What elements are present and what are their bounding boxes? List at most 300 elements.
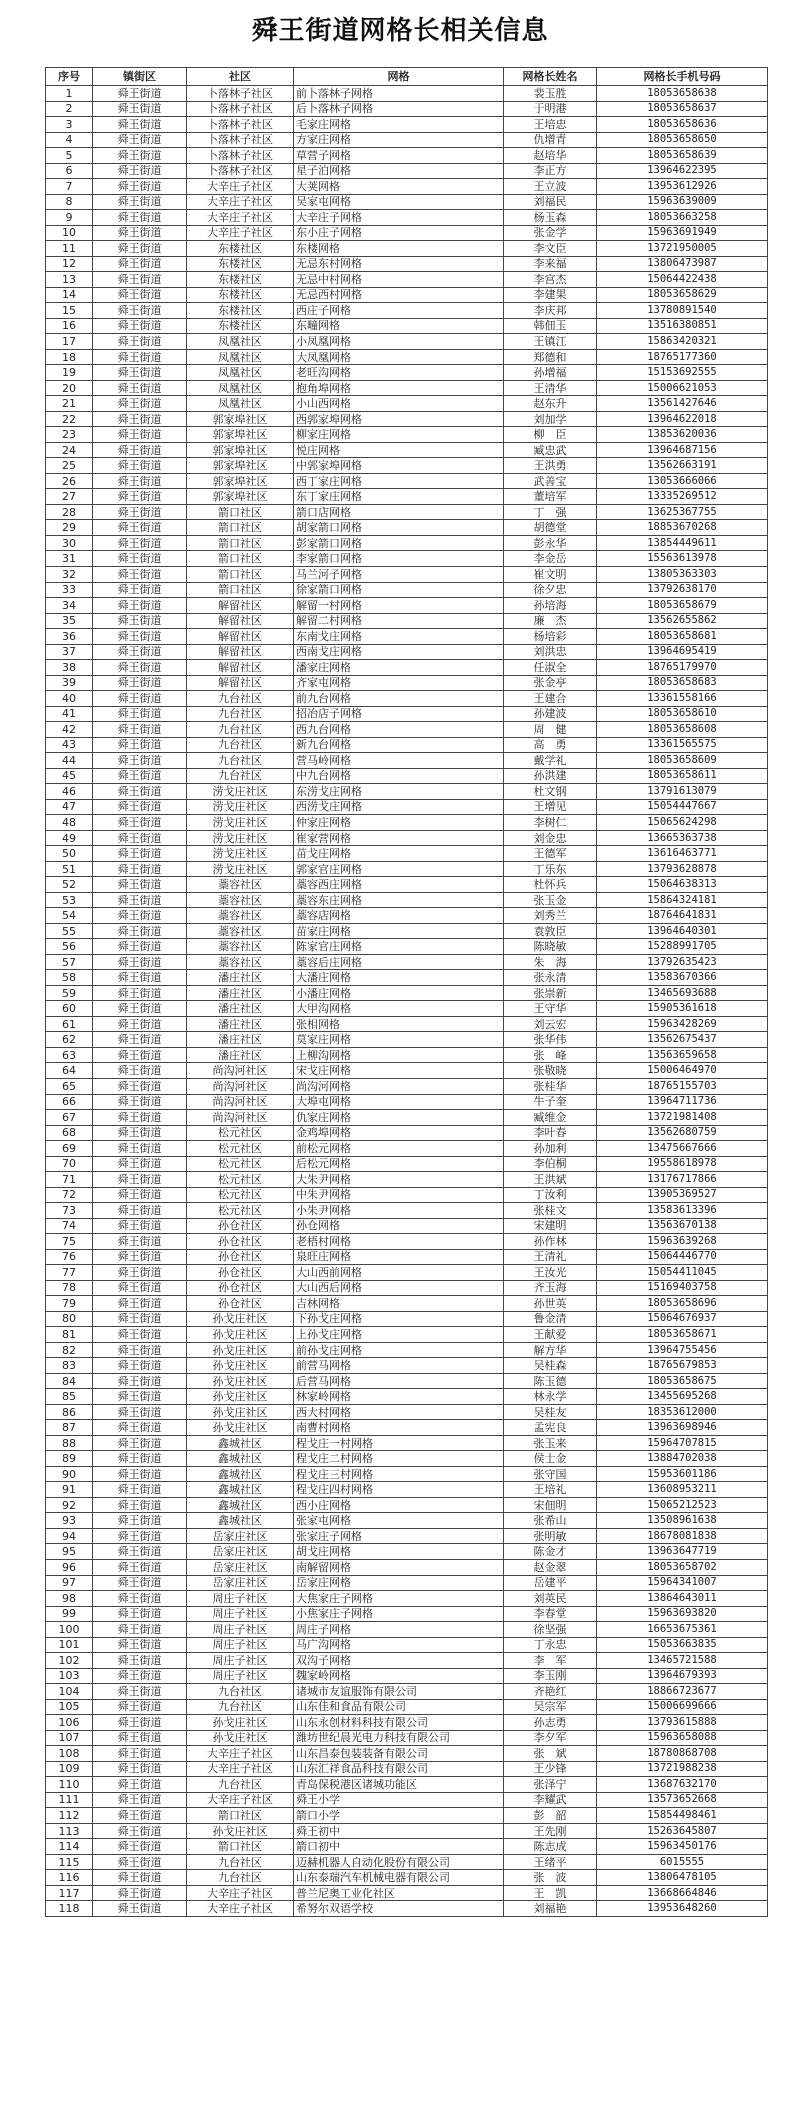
leader-name-cell: 张崇新 [504, 985, 597, 1001]
grid-cell: 大甲沟网格 [294, 1001, 504, 1017]
leader-phone-cell: 13963698946 [597, 1420, 768, 1436]
street-cell: 舜王街道 [93, 1901, 187, 1917]
community-cell: 箭口社区 [187, 582, 294, 598]
grid-cell: 招冶店子网格 [294, 706, 504, 722]
leader-name-cell: 仇增青 [504, 132, 597, 148]
leader-phone-cell: 18765179970 [597, 660, 768, 676]
header-serial: 序号 [46, 68, 93, 86]
grid-cell: 孙仓网格 [294, 1218, 504, 1234]
street-cell: 舜王街道 [93, 1110, 187, 1126]
leader-phone-cell: 13964711736 [597, 1094, 768, 1110]
leader-phone-cell: 15153692555 [597, 365, 768, 381]
serial-cell: 111 [46, 1792, 93, 1808]
table-row [46, 753, 768, 769]
table-row [46, 210, 768, 226]
leader-name-cell: 解方华 [504, 1342, 597, 1358]
leader-phone-cell: 15064422438 [597, 272, 768, 288]
table-row [46, 706, 768, 722]
leader-phone-cell: 13791613079 [597, 784, 768, 800]
serial-cell: 32 [46, 566, 93, 582]
street-cell: 舜王街道 [93, 1265, 187, 1281]
leader-name-cell: 王建合 [504, 691, 597, 707]
serial-cell: 5 [46, 148, 93, 164]
serial-cell: 74 [46, 1218, 93, 1234]
community-cell: 潘庄社区 [187, 970, 294, 986]
leader-name-cell: 张敬晓 [504, 1063, 597, 1079]
serial-cell: 42 [46, 722, 93, 738]
table-row [46, 846, 768, 862]
street-cell: 舜王街道 [93, 442, 187, 458]
community-cell: 九台社区 [187, 1870, 294, 1886]
table-row [46, 1668, 768, 1684]
community-cell: 卜落林子社区 [187, 148, 294, 164]
leader-phone-cell: 15964341007 [597, 1575, 768, 1591]
leader-phone-cell: 15006699666 [597, 1699, 768, 1715]
leader-phone-cell: 13793615888 [597, 1715, 768, 1731]
grid-cell: 星子泊网格 [294, 163, 504, 179]
table-row [46, 1854, 768, 1870]
table-row [46, 241, 768, 257]
community-cell: 周庄子社区 [187, 1637, 294, 1653]
street-cell: 舜王街道 [93, 1823, 187, 1839]
grid-cell: 箭口初中 [294, 1839, 504, 1855]
community-cell: 孙戈庄社区 [187, 1715, 294, 1731]
community-cell: 岳家庄社区 [187, 1544, 294, 1560]
leader-phone-cell: 18053658679 [597, 598, 768, 614]
community-cell: 九台社区 [187, 737, 294, 753]
serial-cell: 31 [46, 551, 93, 567]
grid-cell: 解留二村网格 [294, 613, 504, 629]
leader-phone-cell: 13805363303 [597, 566, 768, 582]
serial-cell: 62 [46, 1032, 93, 1048]
leader-name-cell: 张 斌 [504, 1746, 597, 1762]
street-cell: 舜王街道 [93, 1016, 187, 1032]
table-row [46, 799, 768, 815]
street-cell: 舜王街道 [93, 520, 187, 536]
leader-name-cell: 孙作林 [504, 1234, 597, 1250]
table-row [46, 1265, 768, 1281]
leader-name-cell: 王绪平 [504, 1854, 597, 1870]
table-row [46, 504, 768, 520]
community-cell: 涝戈庄社区 [187, 846, 294, 862]
table-row [46, 1466, 768, 1482]
leader-phone-cell: 15563613978 [597, 551, 768, 567]
table-row [46, 1761, 768, 1777]
table-row [46, 380, 768, 396]
serial-cell: 109 [46, 1761, 93, 1777]
leader-phone-cell: 13465693688 [597, 985, 768, 1001]
serial-cell: 89 [46, 1451, 93, 1467]
leader-phone-cell: 19558618978 [597, 1156, 768, 1172]
serial-cell: 113 [46, 1823, 93, 1839]
community-cell: 孙仓社区 [187, 1218, 294, 1234]
leader-phone-cell: 18053658638 [597, 86, 768, 102]
street-cell: 舜王街道 [93, 535, 187, 551]
serial-cell: 105 [46, 1699, 93, 1715]
header-leader-phone: 网格长手机号码 [597, 68, 768, 86]
table-row [46, 1327, 768, 1343]
community-cell: 鑫城社区 [187, 1466, 294, 1482]
grid-cell: 后卜落林子网格 [294, 101, 504, 117]
community-cell: 潘庄社区 [187, 1016, 294, 1032]
community-cell: 凤凰社区 [187, 365, 294, 381]
leader-name-cell: 徐夕忠 [504, 582, 597, 598]
leader-phone-cell: 18053658610 [597, 706, 768, 722]
leader-phone-cell: 13905369527 [597, 1187, 768, 1203]
table-row [46, 334, 768, 350]
street-cell: 舜王街道 [93, 660, 187, 676]
serial-cell: 7 [46, 179, 93, 195]
street-cell: 舜王街道 [93, 892, 187, 908]
street-cell: 舜王街道 [93, 737, 187, 753]
grid-cell: 崔家营网格 [294, 830, 504, 846]
serial-cell: 69 [46, 1141, 93, 1157]
street-cell: 舜王街道 [93, 1172, 187, 1188]
street-cell: 舜王街道 [93, 458, 187, 474]
street-cell: 舜王街道 [93, 691, 187, 707]
leader-phone-cell: 13562680759 [597, 1125, 768, 1141]
street-cell: 舜王街道 [93, 1622, 187, 1638]
serial-cell: 54 [46, 908, 93, 924]
leader-name-cell: 王镇江 [504, 334, 597, 350]
street-cell: 舜王街道 [93, 1715, 187, 1731]
street-cell: 舜王街道 [93, 706, 187, 722]
leader-name-cell: 李伯桐 [504, 1156, 597, 1172]
leader-name-cell: 丁永忠 [504, 1637, 597, 1653]
leader-name-cell: 李玉刚 [504, 1668, 597, 1684]
street-cell: 舜王街道 [93, 1591, 187, 1607]
serial-cell: 116 [46, 1870, 93, 1886]
leader-phone-cell: 18053658609 [597, 753, 768, 769]
street-cell: 舜王街道 [93, 985, 187, 1001]
serial-cell: 26 [46, 473, 93, 489]
street-cell: 舜王街道 [93, 861, 187, 877]
table-row [46, 939, 768, 955]
street-cell: 舜王街道 [93, 1435, 187, 1451]
street-cell: 舜王街道 [93, 753, 187, 769]
street-cell: 舜王街道 [93, 1575, 187, 1591]
community-cell: 九台社区 [187, 722, 294, 738]
leader-name-cell: 李耀武 [504, 1792, 597, 1808]
table-row [46, 660, 768, 676]
community-cell: 松元社区 [187, 1172, 294, 1188]
table-row [46, 1559, 768, 1575]
street-cell: 舜王街道 [93, 1637, 187, 1653]
table-row [46, 194, 768, 210]
serial-cell: 61 [46, 1016, 93, 1032]
serial-cell: 20 [46, 380, 93, 396]
leader-phone-cell: 13361565575 [597, 737, 768, 753]
serial-cell: 112 [46, 1808, 93, 1824]
street-cell: 舜王街道 [93, 1885, 187, 1901]
leader-phone-cell: 13465721588 [597, 1653, 768, 1669]
grid-cell: 李家箭口网格 [294, 551, 504, 567]
header-street: 镇街区 [93, 68, 187, 86]
serial-cell: 52 [46, 877, 93, 893]
street-cell: 舜王街道 [93, 380, 187, 396]
street-cell: 舜王街道 [93, 194, 187, 210]
table-row [46, 1001, 768, 1017]
community-cell: 大辛庄子社区 [187, 1792, 294, 1808]
street-cell: 舜王街道 [93, 349, 187, 365]
serial-cell: 96 [46, 1559, 93, 1575]
leader-name-cell: 孙建波 [504, 706, 597, 722]
table-row [46, 1079, 768, 1095]
table-row [46, 1870, 768, 1886]
grid-cell: 苗家庄网格 [294, 923, 504, 939]
street-cell: 舜王街道 [93, 225, 187, 241]
community-cell: 解留社区 [187, 598, 294, 614]
leader-name-cell: 于明港 [504, 101, 597, 117]
table-row [46, 489, 768, 505]
community-cell: 潘庄社区 [187, 1001, 294, 1017]
leader-name-cell: 牛子奎 [504, 1094, 597, 1110]
street-cell: 舜王街道 [93, 598, 187, 614]
street-cell: 舜王街道 [93, 1544, 187, 1560]
serial-cell: 103 [46, 1668, 93, 1684]
street-cell: 舜王街道 [93, 908, 187, 924]
table-row [46, 737, 768, 753]
street-cell: 舜王街道 [93, 1094, 187, 1110]
serial-cell: 115 [46, 1854, 93, 1870]
community-cell: 孙戈庄社区 [187, 1327, 294, 1343]
community-cell: 藁容社区 [187, 892, 294, 908]
street-cell: 舜王街道 [93, 1761, 187, 1777]
community-cell: 大辛庄子社区 [187, 1885, 294, 1901]
street-cell: 舜王街道 [93, 629, 187, 645]
table-row [46, 1063, 768, 1079]
leader-name-cell: 宋佃明 [504, 1497, 597, 1513]
table-row [46, 861, 768, 877]
table-row [46, 1141, 768, 1157]
serial-cell: 57 [46, 954, 93, 970]
leader-name-cell: 王立波 [504, 179, 597, 195]
grid-cell: 大山西前网格 [294, 1265, 504, 1281]
leader-name-cell: 侯士金 [504, 1451, 597, 1467]
serial-cell: 72 [46, 1187, 93, 1203]
serial-cell: 51 [46, 861, 93, 877]
street-cell: 舜王街道 [93, 1730, 187, 1746]
table-row [46, 1715, 768, 1731]
table-row [46, 908, 768, 924]
leader-phone-cell: 13335269512 [597, 489, 768, 505]
serial-cell: 38 [46, 660, 93, 676]
leader-name-cell: 张桂华 [504, 1079, 597, 1095]
serial-cell: 100 [46, 1622, 93, 1638]
table-row [46, 1544, 768, 1560]
table-header-row [46, 68, 768, 86]
table-row [46, 830, 768, 846]
community-cell: 卜落林子社区 [187, 117, 294, 133]
table-row [46, 1047, 768, 1063]
street-cell: 舜王街道 [93, 1497, 187, 1513]
leader-name-cell: 张守国 [504, 1466, 597, 1482]
grid-cell: 山东佳和食品有限公司 [294, 1699, 504, 1715]
serial-cell: 4 [46, 132, 93, 148]
serial-cell: 99 [46, 1606, 93, 1622]
street-cell: 舜王街道 [93, 287, 187, 303]
leader-phone-cell: 13721988238 [597, 1761, 768, 1777]
community-cell: 郭家埠社区 [187, 473, 294, 489]
serial-cell: 106 [46, 1715, 93, 1731]
leader-name-cell: 王培忠 [504, 117, 597, 133]
serial-cell: 67 [46, 1110, 93, 1126]
leader-name-cell: 王汝光 [504, 1265, 597, 1281]
grid-cell: 藁容东庄网格 [294, 892, 504, 908]
community-cell: 大辛庄子社区 [187, 210, 294, 226]
community-cell: 孙戈庄社区 [187, 1373, 294, 1389]
page-title: 舜王街道网格长相关信息 [251, 16, 549, 46]
street-cell: 舜王街道 [93, 768, 187, 784]
leader-name-cell: 徐坚强 [504, 1622, 597, 1638]
serial-cell: 39 [46, 675, 93, 691]
serial-cell: 93 [46, 1513, 93, 1529]
leader-phone-cell: 13854449611 [597, 535, 768, 551]
street-cell: 舜王街道 [93, 1218, 187, 1234]
community-cell: 解留社区 [187, 629, 294, 645]
street-cell: 舜王街道 [93, 877, 187, 893]
grid-cell: 小朱尹网格 [294, 1203, 504, 1219]
leader-name-cell: 陈玉德 [504, 1373, 597, 1389]
community-cell: 大辛庄子社区 [187, 225, 294, 241]
leader-name-cell: 吴宗军 [504, 1699, 597, 1715]
grid-cell: 潘家庄网格 [294, 660, 504, 676]
community-cell: 藁容社区 [187, 908, 294, 924]
grid-cell: 东涝戈庄网格 [294, 784, 504, 800]
leader-phone-cell: 18764641831 [597, 908, 768, 924]
serial-cell: 102 [46, 1653, 93, 1669]
grid-cell: 东小庄子网格 [294, 225, 504, 241]
table-row [46, 535, 768, 551]
street-cell: 舜王街道 [93, 411, 187, 427]
leader-phone-cell: 13668664846 [597, 1885, 768, 1901]
leader-name-cell: 王增见 [504, 799, 597, 815]
leader-phone-cell: 13792635423 [597, 954, 768, 970]
serial-cell: 22 [46, 411, 93, 427]
grid-cell: 程戈庄二村网格 [294, 1451, 504, 1467]
leader-name-cell: 李宫杰 [504, 272, 597, 288]
serial-cell: 25 [46, 458, 93, 474]
grid-cell: 箭口小学 [294, 1808, 504, 1824]
street-cell: 舜王街道 [93, 210, 187, 226]
leader-phone-cell: 15854498461 [597, 1808, 768, 1824]
leader-name-cell: 李金岳 [504, 551, 597, 567]
street-cell: 舜王街道 [93, 566, 187, 582]
street-cell: 舜王街道 [93, 272, 187, 288]
table-row [46, 1358, 768, 1374]
table-row [46, 427, 768, 443]
table-row [46, 520, 768, 536]
serial-cell: 14 [46, 287, 93, 303]
leader-name-cell: 孟宪良 [504, 1420, 597, 1436]
leader-name-cell: 张玉来 [504, 1435, 597, 1451]
serial-cell: 107 [46, 1730, 93, 1746]
leader-phone-cell: 15953601186 [597, 1466, 768, 1482]
grid-cell: 大潘庄网格 [294, 970, 504, 986]
leader-phone-cell: 15053663835 [597, 1637, 768, 1653]
leader-phone-cell: 13963647719 [597, 1544, 768, 1560]
leader-phone-cell: 15065624298 [597, 815, 768, 831]
leader-phone-cell: 18853670268 [597, 520, 768, 536]
serial-cell: 88 [46, 1435, 93, 1451]
community-cell: 九台社区 [187, 768, 294, 784]
grid-cell: 程戈庄三村网格 [294, 1466, 504, 1482]
leader-name-cell: 臧忠武 [504, 442, 597, 458]
street-cell: 舜王街道 [93, 318, 187, 334]
community-cell: 涝戈庄社区 [187, 830, 294, 846]
street-cell: 舜王街道 [93, 1327, 187, 1343]
serial-cell: 43 [46, 737, 93, 753]
street-cell: 舜王街道 [93, 163, 187, 179]
leader-phone-cell: 13508961638 [597, 1513, 768, 1529]
serial-cell: 118 [46, 1901, 93, 1917]
table-row [46, 256, 768, 272]
leader-name-cell: 刘英民 [504, 1591, 597, 1607]
table-row [46, 598, 768, 614]
serial-cell: 13 [46, 272, 93, 288]
leader-phone-cell: 15905361618 [597, 1001, 768, 1017]
table-row [46, 1777, 768, 1793]
street-cell: 舜王街道 [93, 1559, 187, 1575]
leader-phone-cell: 15064446770 [597, 1249, 768, 1265]
community-cell: 凤凰社区 [187, 380, 294, 396]
table-row [46, 1528, 768, 1544]
leader-name-cell: 刘秀兰 [504, 908, 597, 924]
leader-name-cell: 李正方 [504, 163, 597, 179]
street-cell: 舜王街道 [93, 799, 187, 815]
grid-cell: 方家庄网格 [294, 132, 504, 148]
serial-cell: 45 [46, 768, 93, 784]
street-cell: 舜王街道 [93, 923, 187, 939]
community-cell: 东楼社区 [187, 287, 294, 303]
table-row [46, 303, 768, 319]
street-cell: 舜王街道 [93, 1125, 187, 1141]
community-cell: 九台社区 [187, 1684, 294, 1700]
leader-name-cell: 杜怀兵 [504, 877, 597, 893]
community-cell: 藁容社区 [187, 954, 294, 970]
leader-phone-cell: 18053658683 [597, 675, 768, 691]
table-row [46, 272, 768, 288]
leader-phone-cell: 15065212523 [597, 1497, 768, 1513]
serial-cell: 50 [46, 846, 93, 862]
serial-cell: 77 [46, 1265, 93, 1281]
serial-cell: 80 [46, 1311, 93, 1327]
table-row [46, 1187, 768, 1203]
table-row [46, 1730, 768, 1746]
community-cell: 鑫城社区 [187, 1513, 294, 1529]
leader-name-cell: 李 军 [504, 1653, 597, 1669]
community-cell: 九台社区 [187, 1699, 294, 1715]
community-cell: 孙戈庄社区 [187, 1311, 294, 1327]
leader-phone-cell: 13665363738 [597, 830, 768, 846]
table-row [46, 117, 768, 133]
grid-cell: 新九台网格 [294, 737, 504, 753]
community-cell: 郭家埠社区 [187, 458, 294, 474]
street-cell: 舜王街道 [93, 1839, 187, 1855]
grid-cell: 中郭家埠网格 [294, 458, 504, 474]
leader-phone-cell: 13964622018 [597, 411, 768, 427]
table-row [46, 1420, 768, 1436]
serial-cell: 59 [46, 985, 93, 1001]
street-cell: 舜王街道 [93, 1079, 187, 1095]
table-row [46, 1249, 768, 1265]
community-cell: 孙戈庄社区 [187, 1342, 294, 1358]
grid-cell: 苗戈庄网格 [294, 846, 504, 862]
serial-cell: 17 [46, 334, 93, 350]
community-cell: 潘庄社区 [187, 1047, 294, 1063]
table-row [46, 1497, 768, 1513]
grid-cell: 营马岭网格 [294, 753, 504, 769]
